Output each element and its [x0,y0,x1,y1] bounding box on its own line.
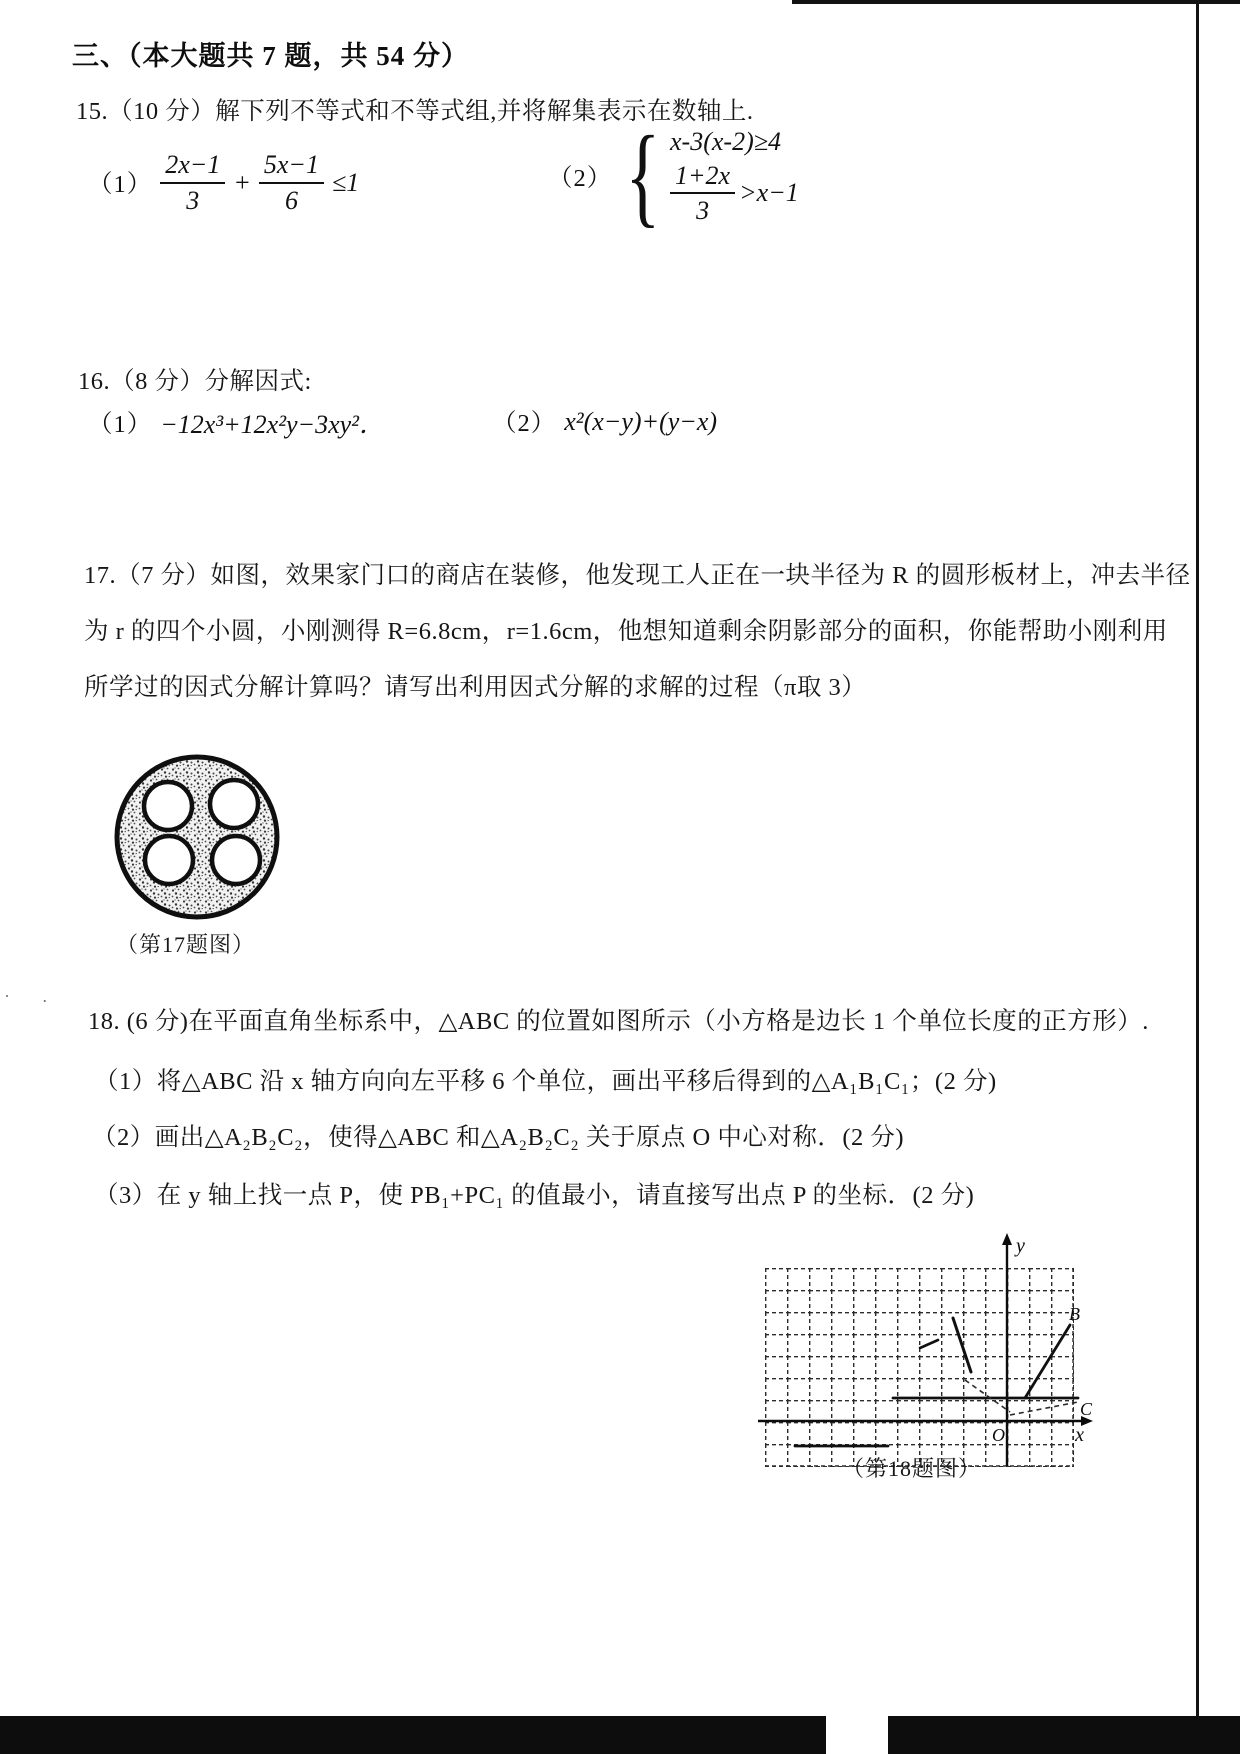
small-circle-top-right [210,780,258,828]
p15-title: 15.（10 分）解下列不等式和不等式组,并将解集表示在数轴上. [76,98,754,125]
p15-q2-line1: x-3(x-2)≥4 [670,126,781,156]
small-circle-top-left [144,782,192,830]
bottom-bar-white-notch [826,1716,888,1754]
p15-q1-inequality-tail: ≤1 [331,167,360,197]
origin-label: O [992,1425,1005,1445]
p16-q1-expression: −12x³+12x²y−3xy²． [160,410,385,439]
figure-18-coordinate-grid [750,1230,1100,1475]
small-circle-bottom-right [212,836,260,884]
p18-item3: （3）在 y 轴上找一点 P，使 PB₁+PC₁ 的值最小，请直接写出点 P 的坐标．(2 分) [94,1182,975,1209]
p16-title: 16.（8 分）分解因式: [78,368,312,395]
p15-q2-formula [548,114,799,238]
plus-operator: + [233,167,251,197]
figure-17-shaded-disc [105,745,290,930]
point-C-label: C [1080,1399,1093,1419]
fraction-numerator: 1+2x [670,161,735,195]
right-border-line [1196,0,1199,1754]
fraction-denominator: 3 [696,196,710,226]
p15-q2-label: （2） [548,164,613,192]
p15-q2-system [670,127,799,227]
top-border-line [792,0,1240,4]
fraction-denominator: 3 [186,185,200,215]
y-axis-label: y [1016,1235,1025,1257]
p16-q1-formula [88,404,385,441]
p18-item2: （2）画出△A₂B₂C₂，使得△ABC 和△A₂B₂C₂ 关于原点 O 中心对称．(2 分) [92,1124,905,1151]
p15-q2-inequality-tail: >x−1 [739,178,799,208]
p17-line2: 为 r 的四个小圆，小刚测得 R=6.8cm，r=1.6cm，他想知道剩余阴影部分的面积，你能帮助小刚利用 [84,618,1168,645]
section-heading: 三、（本大题共 7 题，共 54 分） [72,41,469,71]
fraction-numerator: 5x−1 [259,150,324,184]
point-B-label: B [1069,1304,1080,1324]
scan-speck: · . [4,986,61,1006]
figure-17-caption: （第17题图） [116,932,256,957]
p16-q1-label: （1） [88,411,153,438]
y-axis-arrow [1002,1233,1012,1245]
p16-q2-expression: x²(x−y)+(y−x) [564,406,718,436]
figure-18-caption: （第18题图） [842,1456,982,1481]
p18-item1: （1）将△ABC 沿 x 轴方向向左平移 6 个单位，画出平移后得到的△A₁B₁C₁；(2 分) [94,1068,997,1095]
big-circle [117,757,277,917]
bottom-black-bar [0,1716,1240,1754]
fraction-numerator: 2x−1 [160,150,225,184]
p15-q2-fraction [670,161,735,227]
p15-q2-line2 [670,161,799,227]
small-circle-bottom-left [145,836,193,884]
p16-q2-label: （2） [492,410,557,437]
p15-q1-label: （1） [88,171,153,199]
p15-q1-fraction-1 [160,150,225,216]
system-brace: { [625,114,661,238]
p16-q2-formula [492,404,717,439]
p17-line1: 17.（7 分）如图，效果家门口的商店在装修，他发现工人正在一块半径为 R 的圆形板材上，冲去半径 [84,562,1191,589]
p15-q1-formula [88,150,359,216]
p15-q1-fraction-2 [259,150,324,216]
p17-line3: 所学过的因式分解计算吗？请写出利用因式分解的求解的过程（π取 3） [84,674,867,701]
dashed-grid [765,1268,1074,1467]
p18-intro: 18. (6 分)在平面直角坐标系中，△ABC 的位置如图所示（小方格是边长 1 个单位长度的正方形）. [88,1008,1149,1035]
fraction-denominator: 6 [284,185,298,215]
x-axis-label: x [1075,1424,1084,1446]
